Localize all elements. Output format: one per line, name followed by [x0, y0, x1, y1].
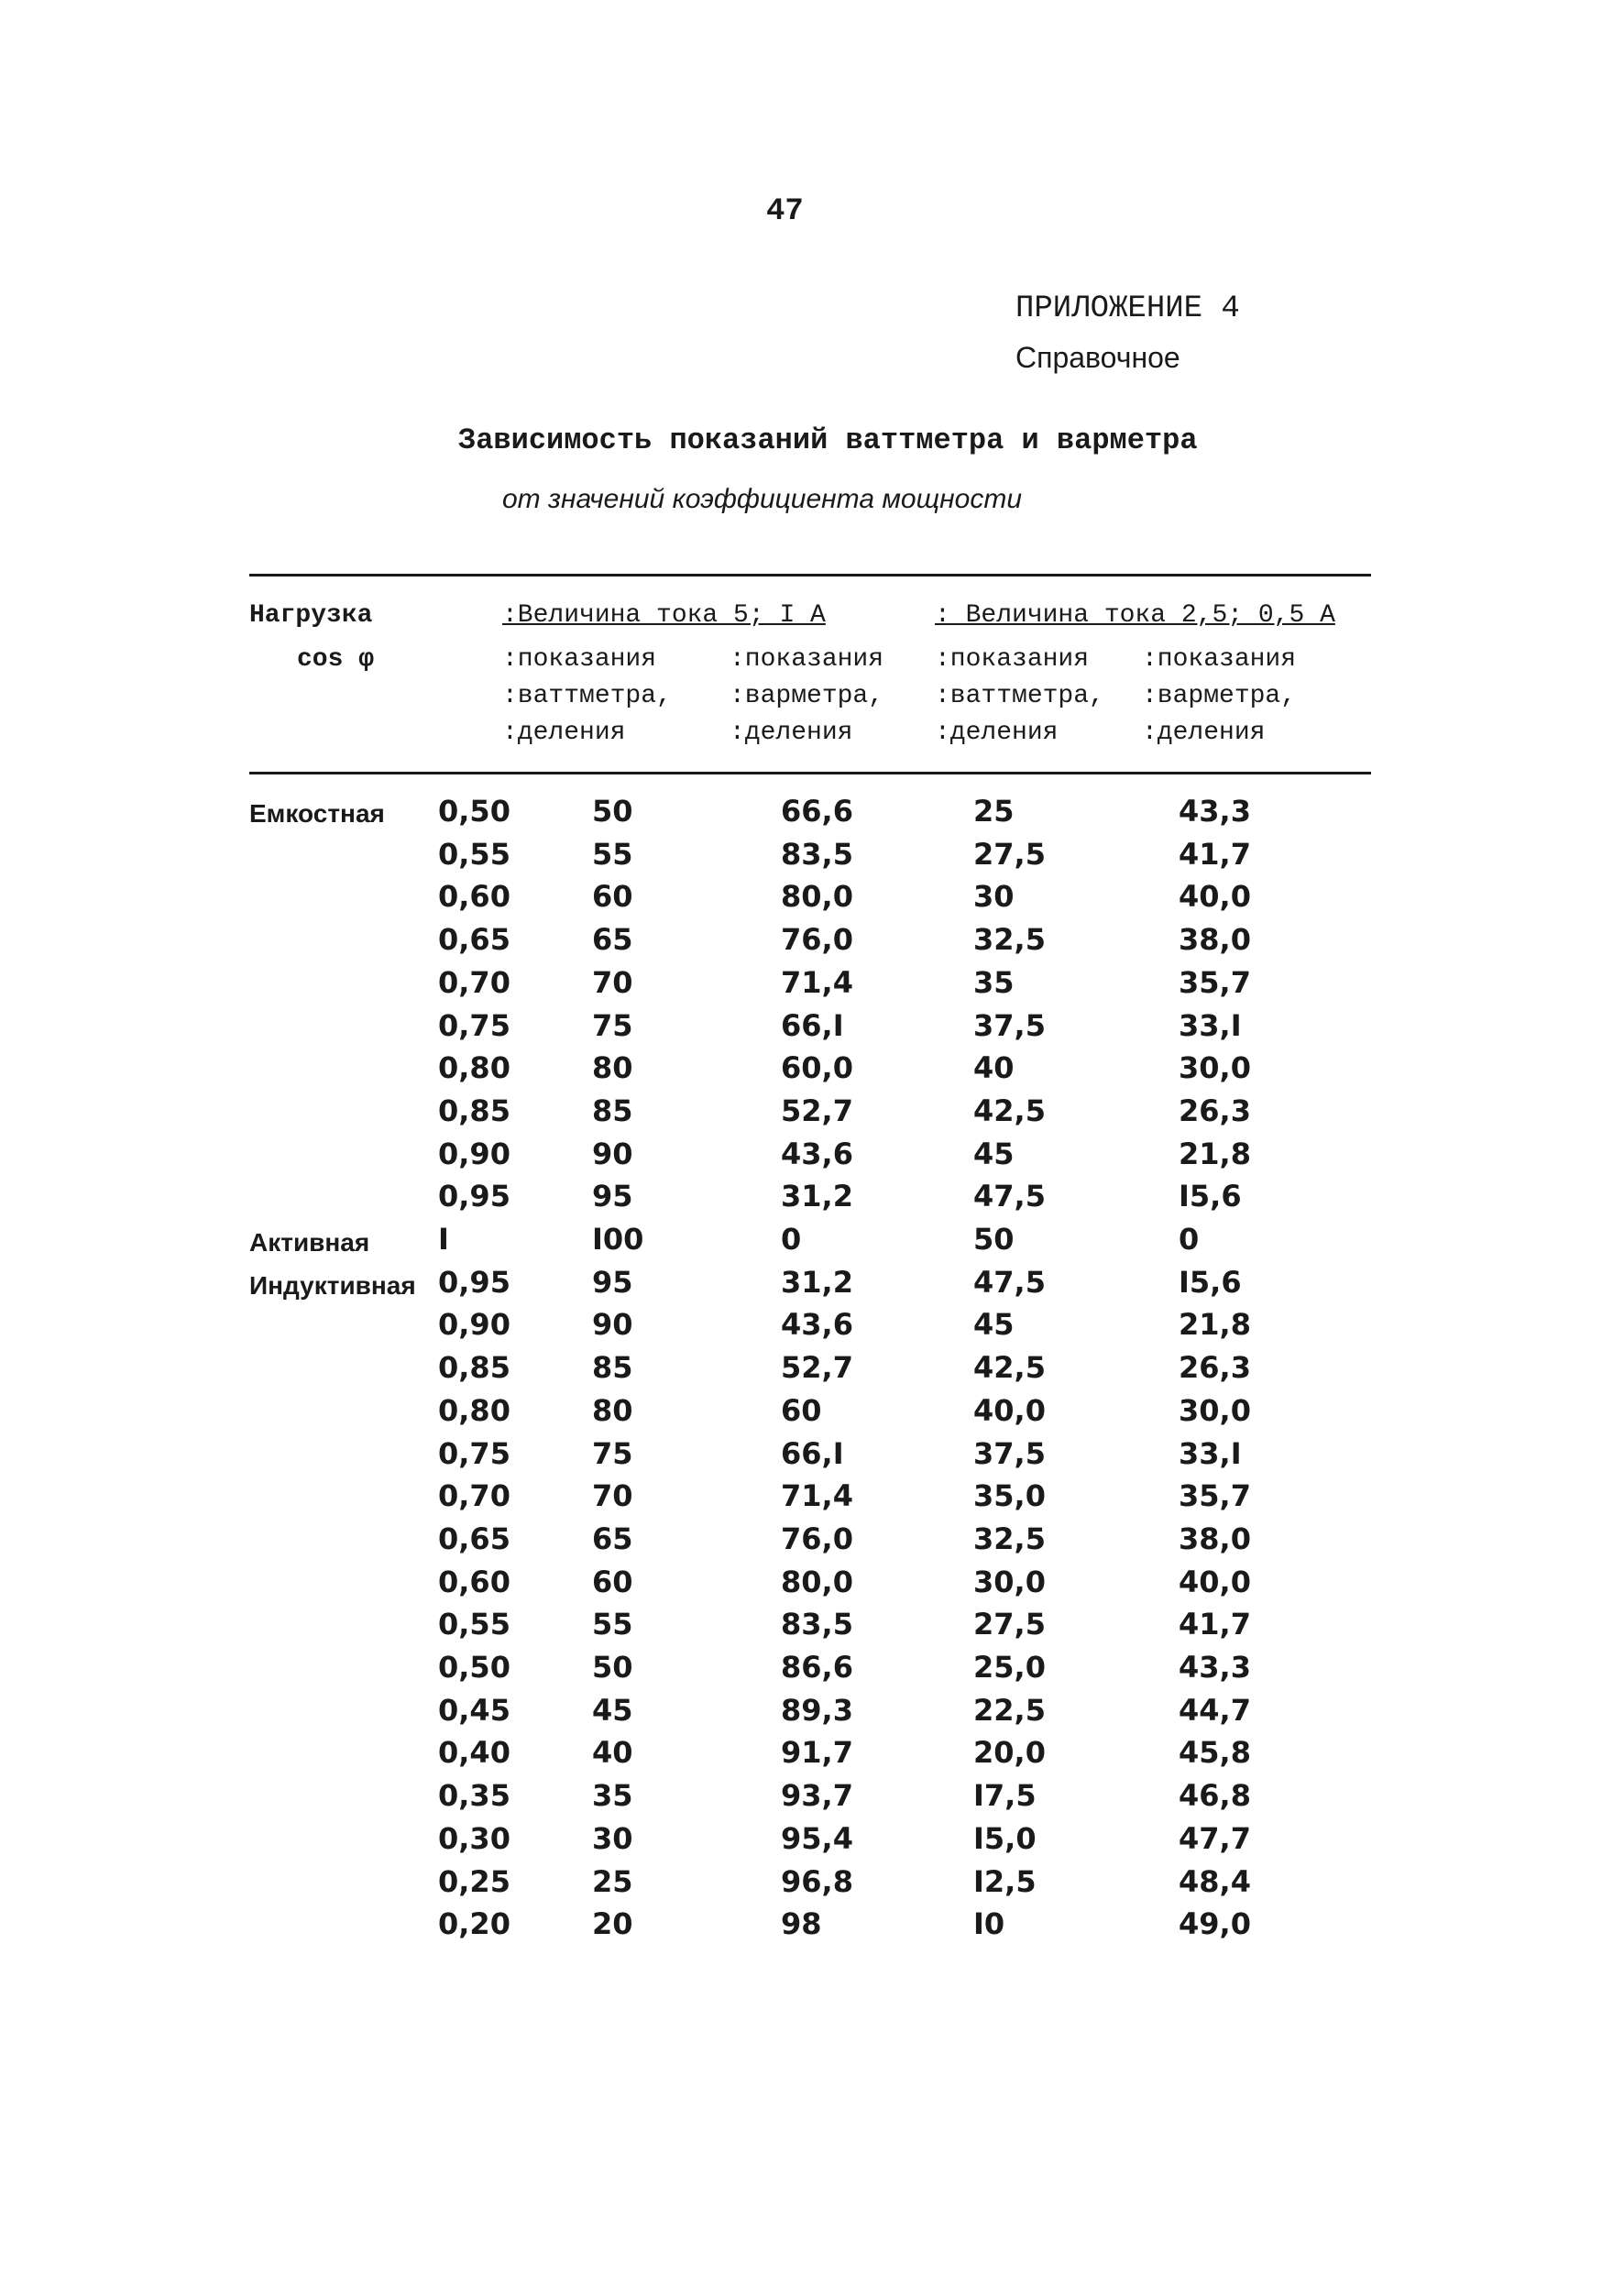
reading-cell: 50 [592, 794, 633, 829]
reading-cell: 85 [592, 1093, 633, 1128]
cos-phi-cell: 0,90 [438, 1307, 510, 1343]
reading-cell: 60 [592, 1564, 633, 1599]
reading-cell: 30,0 [1179, 1392, 1251, 1428]
reading-cell: 55 [592, 836, 633, 872]
reading-cell: I5,0 [973, 1820, 1037, 1856]
reading-cell: 95 [592, 1264, 633, 1300]
group-label-capacitive: Емкостная [249, 799, 385, 828]
reading-cell: 70 [592, 1478, 633, 1514]
reading-cell: I00 [592, 1222, 644, 1257]
reading-cell: 95 [592, 1179, 633, 1214]
reading-cell: 40,0 [973, 1392, 1046, 1428]
header-group-2: : Величина тока 2,5; 0,5 А [935, 601, 1335, 630]
header-cos: cos φ [297, 645, 375, 674]
cos-phi-cell: 0,60 [438, 1564, 510, 1599]
reading-cell: 47,5 [973, 1264, 1046, 1300]
cos-phi-cell: 0,50 [438, 794, 510, 829]
cos-phi-cell: 0,35 [438, 1778, 510, 1814]
reading-cell: 83,5 [781, 1607, 853, 1642]
reading-cell: 40 [973, 1050, 1015, 1086]
cos-phi-cell: 0,75 [438, 1435, 510, 1471]
cos-phi-cell: 0,50 [438, 1650, 510, 1685]
reading-cell: 43,3 [1179, 1650, 1251, 1685]
reading-cell: 30,0 [973, 1564, 1046, 1599]
reading-cell: 70 [592, 964, 633, 1000]
reading-cell: 30,0 [1179, 1050, 1251, 1086]
reading-cell: 43,6 [781, 1307, 853, 1343]
cos-phi-cell: 0,80 [438, 1392, 510, 1428]
reading-cell: 25 [592, 1863, 633, 1899]
header-col-1: :показания :ваттметра, :деления [502, 645, 672, 747]
cos-phi-cell: 0,90 [438, 1136, 510, 1171]
cos-phi-cell: 0,40 [438, 1735, 510, 1771]
reading-cell: 0 [781, 1222, 802, 1257]
reading-cell: 31,2 [781, 1179, 853, 1214]
reading-cell: 86,6 [781, 1650, 853, 1685]
reading-cell: 37,5 [973, 1007, 1046, 1043]
cos-phi-cell: 0,85 [438, 1093, 510, 1128]
reading-cell: 93,7 [781, 1778, 853, 1814]
cos-phi-cell: 0,75 [438, 1007, 510, 1043]
reading-cell: 90 [592, 1307, 633, 1343]
reading-cell: I5,6 [1179, 1179, 1242, 1214]
header-col-2: :показания :варметра, :деления [730, 645, 884, 747]
reading-cell: 0 [1179, 1222, 1200, 1257]
reading-cell: 40 [592, 1735, 633, 1771]
reading-cell: 76,0 [781, 922, 853, 958]
reading-cell: 95,4 [781, 1820, 853, 1856]
cos-phi-cell: 0,65 [438, 1521, 510, 1556]
cos-phi-cell: 0,60 [438, 879, 510, 915]
table-title-line2: от значений коэффициента мощности [502, 484, 1022, 514]
reading-cell: 48,4 [1179, 1863, 1251, 1899]
reading-cell: 35,7 [1179, 1478, 1251, 1514]
reading-cell: 27,5 [973, 1607, 1046, 1642]
reading-cell: 43,6 [781, 1136, 853, 1171]
reading-cell: I5,6 [1179, 1264, 1242, 1300]
reading-cell: 27,5 [973, 836, 1046, 872]
cos-phi-cell: 0,30 [438, 1820, 510, 1856]
reading-cell: 45,8 [1179, 1735, 1251, 1771]
table-title-line1: Зависимость показаний ваттметра и варметра [458, 423, 1198, 457]
header-col-4: :показания :варметра, :деления [1142, 645, 1297, 747]
reading-cell: 52,7 [781, 1350, 853, 1386]
reading-cell: 30 [592, 1820, 633, 1856]
reading-cell: 66,6 [781, 794, 853, 829]
reading-cell: 43,3 [1179, 794, 1251, 829]
reading-cell: 20,0 [973, 1735, 1046, 1771]
reading-cell: 44,7 [1179, 1692, 1251, 1728]
reading-cell: 26,3 [1179, 1350, 1251, 1386]
reading-cell: I7,5 [973, 1778, 1037, 1814]
reading-cell: 32,5 [973, 922, 1046, 958]
reading-cell: 91,7 [781, 1735, 853, 1771]
cos-phi-cell: 0,70 [438, 1478, 510, 1514]
reading-cell: 49,0 [1179, 1906, 1251, 1942]
cos-phi-cell: 0,70 [438, 964, 510, 1000]
reading-cell: 66,I [781, 1007, 844, 1043]
reading-cell: 35,7 [1179, 964, 1251, 1000]
reading-cell: 47,7 [1179, 1820, 1251, 1856]
cos-phi-cell: 0,85 [438, 1350, 510, 1386]
cos-phi-cell: 0,95 [438, 1264, 510, 1300]
reading-cell: 45 [973, 1307, 1015, 1343]
reading-cell: 71,4 [781, 1478, 853, 1514]
reading-cell: 22,5 [973, 1692, 1046, 1728]
page-number: 47 [766, 194, 804, 229]
reading-cell: 60,0 [781, 1050, 853, 1086]
reading-cell: 40,0 [1179, 879, 1251, 915]
reading-cell: 90 [592, 1136, 633, 1171]
reading-cell: 83,5 [781, 836, 853, 872]
appendix-label: ПРИЛОЖЕНИЕ 4 [1015, 291, 1240, 326]
cos-phi-cell: I [438, 1222, 449, 1257]
reading-cell: 25 [973, 794, 1015, 829]
reading-cell: 80,0 [781, 879, 853, 915]
reading-cell: 65 [592, 922, 633, 958]
cos-phi-cell: 0,95 [438, 1179, 510, 1214]
cos-phi-cell: 0,80 [438, 1050, 510, 1086]
reading-cell: 33,I [1179, 1007, 1242, 1043]
cos-phi-cell: 0,65 [438, 922, 510, 958]
reading-cell: 55 [592, 1607, 633, 1642]
reading-cell: 60 [592, 879, 633, 915]
cos-phi-cell: 0,20 [438, 1906, 510, 1942]
cos-phi-cell: 0,45 [438, 1692, 510, 1728]
header-load: Нагрузка [249, 601, 373, 630]
reading-cell: 66,I [781, 1435, 844, 1471]
reading-cell: 42,5 [973, 1350, 1046, 1386]
appendix-type: Справочное [1015, 341, 1180, 374]
cos-phi-cell: 0,25 [438, 1863, 510, 1899]
reading-cell: I0 [973, 1906, 1005, 1942]
group-label-inductive: Индуктивная [249, 1271, 416, 1300]
reading-cell: 35 [973, 964, 1015, 1000]
reading-cell: 31,2 [781, 1264, 853, 1300]
reading-cell: 42,5 [973, 1093, 1046, 1128]
reading-cell: 37,5 [973, 1435, 1046, 1471]
reading-cell: 60 [781, 1392, 822, 1428]
reading-cell: 20 [592, 1906, 633, 1942]
reading-cell: I2,5 [973, 1863, 1037, 1899]
reading-cell: 65 [592, 1521, 633, 1556]
cos-phi-cell: 0,55 [438, 836, 510, 872]
reading-cell: 25,0 [973, 1650, 1046, 1685]
reading-cell: 52,7 [781, 1093, 853, 1128]
reading-cell: 50 [592, 1650, 633, 1685]
reading-cell: 80,0 [781, 1564, 853, 1599]
reading-cell: 46,8 [1179, 1778, 1251, 1814]
reading-cell: 38,0 [1179, 1521, 1251, 1556]
reading-cell: 96,8 [781, 1863, 853, 1899]
reading-cell: 89,3 [781, 1692, 853, 1728]
reading-cell: 41,7 [1179, 1607, 1251, 1642]
reading-cell: 32,5 [973, 1521, 1046, 1556]
reading-cell: 35,0 [973, 1478, 1046, 1514]
header-col-3: :показания :ваттметра, :деления [935, 645, 1104, 747]
reading-cell: 80 [592, 1050, 633, 1086]
reading-cell: 47,5 [973, 1179, 1046, 1214]
header-bottom-rule [249, 772, 1371, 774]
reading-cell: 50 [973, 1222, 1015, 1257]
reading-cell: 75 [592, 1007, 633, 1043]
reading-cell: 33,I [1179, 1435, 1242, 1471]
reading-cell: 21,8 [1179, 1136, 1251, 1171]
reading-cell: 71,4 [781, 964, 853, 1000]
reading-cell: 38,0 [1179, 922, 1251, 958]
reading-cell: 35 [592, 1778, 633, 1814]
reading-cell: 45 [973, 1136, 1015, 1171]
group-label-active: Активная [249, 1228, 370, 1257]
reading-cell: 80 [592, 1392, 633, 1428]
reading-cell: 30 [973, 879, 1015, 915]
table-top-rule [249, 574, 1371, 576]
reading-cell: 76,0 [781, 1521, 853, 1556]
reading-cell: 40,0 [1179, 1564, 1251, 1599]
reading-cell: 21,8 [1179, 1307, 1251, 1343]
cos-phi-cell: 0,55 [438, 1607, 510, 1642]
reading-cell: 26,3 [1179, 1093, 1251, 1128]
reading-cell: 41,7 [1179, 836, 1251, 872]
header-group-1: :Величина тока 5; I А [502, 601, 826, 630]
reading-cell: 85 [592, 1350, 633, 1386]
reading-cell: 98 [781, 1906, 822, 1942]
reading-cell: 45 [592, 1692, 633, 1728]
reading-cell: 75 [592, 1435, 633, 1471]
